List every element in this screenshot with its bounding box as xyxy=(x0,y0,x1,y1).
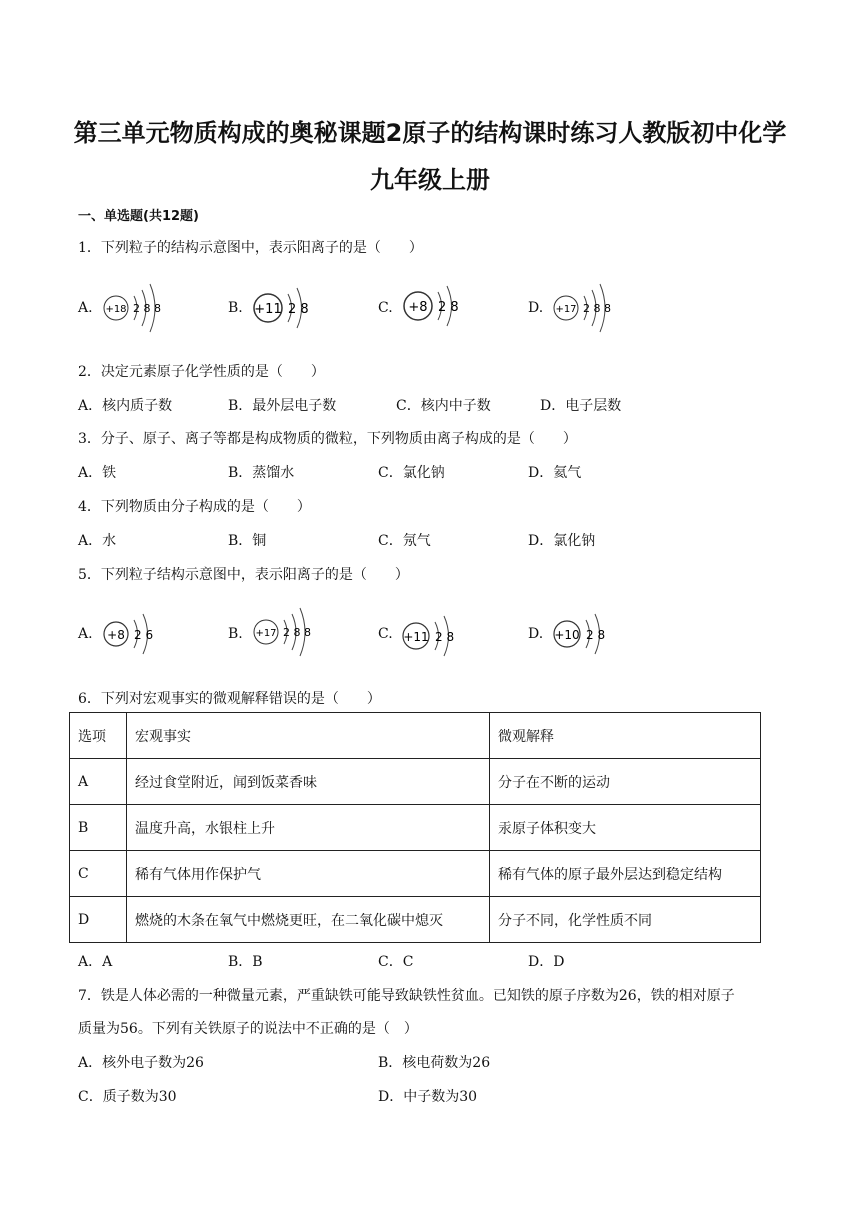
q1-option-c-diagram xyxy=(400,278,470,334)
q6-option-b: B．B xyxy=(228,954,263,970)
q4-option-d: D．氯化钠 xyxy=(528,533,596,549)
nucleus-charge: +8 xyxy=(408,300,428,315)
q7-option-a: A．核外电子数为26 xyxy=(78,1055,204,1071)
q4-option-c: C．氖气 xyxy=(378,533,431,549)
q2-option-b: B．最外层电子数 xyxy=(228,398,337,414)
q5-option-d-letter: D. xyxy=(528,626,544,642)
table-cell: 稀有气体的原子最外层达到稳定结构 xyxy=(490,851,761,897)
nucleus-charge: +17 xyxy=(255,628,277,639)
table-row xyxy=(70,851,761,897)
question-7-stem-line2: 质量为56。下列有关铁原子的说法中不正确的是（ ） xyxy=(78,1021,418,1037)
electron-shells: 2 6 xyxy=(134,628,154,642)
table-header-cell: 微观解释 xyxy=(490,713,761,759)
q5-option-a-diagram xyxy=(100,606,170,662)
q5-option-b-letter: B. xyxy=(228,626,243,642)
q4-option-b: B．铜 xyxy=(228,533,267,549)
question-1-stem: 1．下列粒子的结构示意图中，表示阳离子的是（ ） xyxy=(78,240,423,256)
q1-option-a-diagram xyxy=(100,280,170,336)
question-4-stem: 4．下列物质由分子构成的是（ ） xyxy=(78,499,311,515)
q6-option-c: C．C xyxy=(378,954,414,970)
atom-structure-diagram xyxy=(100,280,170,336)
q2-option-a: A．核内质子数 xyxy=(78,398,173,414)
q1-option-a-letter: A. xyxy=(78,300,93,316)
nucleus-charge: +11 xyxy=(403,630,429,644)
q4-option-a: A．水 xyxy=(78,533,117,549)
table-cell: 稀有气体用作保护气 xyxy=(127,851,490,897)
question-2-stem: 2．决定元素原子化学性质的是（ ） xyxy=(78,364,325,380)
question-6-table xyxy=(69,712,761,943)
q7-option-c: C．质子数为30 xyxy=(78,1089,177,1105)
atom-structure-diagram xyxy=(400,608,470,664)
nucleus-charge: +10 xyxy=(554,628,580,642)
atom-structure-diagram xyxy=(100,606,170,662)
q5-option-a-letter: A. xyxy=(78,626,93,642)
table-cell: B xyxy=(70,805,127,851)
q6-option-a: A．A xyxy=(78,954,113,970)
section-heading: 一、单选题(共12题) xyxy=(78,209,199,224)
nucleus-charge: +8 xyxy=(107,628,125,642)
table-cell: 汞原子体积变大 xyxy=(490,805,761,851)
atom-structure-diagram xyxy=(400,278,470,334)
q5-option-c-diagram xyxy=(400,608,470,664)
atom-structure-diagram xyxy=(250,604,320,660)
table-row xyxy=(70,897,761,943)
table-cell: 分子不同，化学性质不同 xyxy=(490,897,761,943)
table-cell: 温度升高，水银柱上升 xyxy=(127,805,490,851)
q1-option-b-diagram xyxy=(250,280,320,336)
q6-option-d: D．D xyxy=(528,954,565,970)
question-3-stem: 3．分子、原子、离子等都是构成物质的微粒，下列物质由离子构成的是（ ） xyxy=(78,431,577,447)
electron-shells: 2 8 xyxy=(435,630,455,644)
q1-option-d-letter: D. xyxy=(528,300,544,316)
electron-shells: 2 8 8 xyxy=(283,626,311,639)
table-row xyxy=(70,805,761,851)
electron-shells: 2 8 xyxy=(288,302,309,317)
nucleus-charge: +11 xyxy=(254,302,282,317)
q1-option-d-diagram xyxy=(550,280,620,336)
table-row xyxy=(70,759,761,805)
atom-structure-diagram xyxy=(550,606,620,662)
table-cell: 分子在不断的运动 xyxy=(490,759,761,805)
document-title-line1: 第三单元物质构成的奥秘课题2原子的结构课时练习人教版初中化学 xyxy=(73,119,787,147)
q3-option-d: D．氦气 xyxy=(528,465,582,481)
nucleus-charge: +18 xyxy=(105,304,127,315)
table-cell: 经过食堂附近，闻到饭菜香味 xyxy=(127,759,490,805)
document-title-line2: 九年级上册 xyxy=(370,166,490,194)
electron-shells: 2 8 xyxy=(438,300,459,315)
q1-option-c-letter: C. xyxy=(378,300,393,316)
table-header-row xyxy=(70,713,761,759)
table-header-cell: 宏观事实 xyxy=(127,713,490,759)
nucleus-charge: +17 xyxy=(555,304,577,315)
q2-option-c: C．核内中子数 xyxy=(396,398,491,414)
q1-option-b-letter: B. xyxy=(228,300,243,316)
electron-shells: 2 8 xyxy=(586,628,606,642)
electron-shells: 2 8 8 xyxy=(583,302,611,315)
atom-structure-diagram xyxy=(550,280,620,336)
q2-option-d: D．电子层数 xyxy=(540,398,622,414)
table-cell: D xyxy=(70,897,127,943)
atom-structure-diagram xyxy=(250,280,320,336)
question-6-stem: 6．下列对宏观事实的微观解释错误的是（ ） xyxy=(78,691,381,707)
q5-option-d-diagram xyxy=(550,606,620,662)
q3-option-c: C．氯化钠 xyxy=(378,465,445,481)
question-7-stem-line1: 7．铁是人体必需的一种微量元素，严重缺铁可能导致缺铁性贫血。已知铁的原子序数为26，铁的相对原子 xyxy=(78,988,735,1004)
q7-option-b: B．核电荷数为26 xyxy=(378,1055,491,1071)
question-5-stem: 5．下列粒子结构示意图中，表示阳离子的是（ ） xyxy=(78,567,409,583)
q5-option-b-diagram xyxy=(250,604,320,660)
table-cell: 燃烧的木条在氧气中燃烧更旺，在二氧化碳中熄灭 xyxy=(127,897,490,943)
table-header-cell: 选项 xyxy=(70,713,127,759)
q7-option-d: D．中子数为30 xyxy=(378,1089,478,1105)
table-cell: C xyxy=(70,851,127,897)
q5-option-c-letter: C. xyxy=(378,626,393,642)
table-cell: A xyxy=(70,759,127,805)
q3-option-b: B．蒸馏水 xyxy=(228,465,295,481)
q3-option-a: A．铁 xyxy=(78,465,117,481)
electron-shells: 2 8 8 xyxy=(133,302,161,315)
